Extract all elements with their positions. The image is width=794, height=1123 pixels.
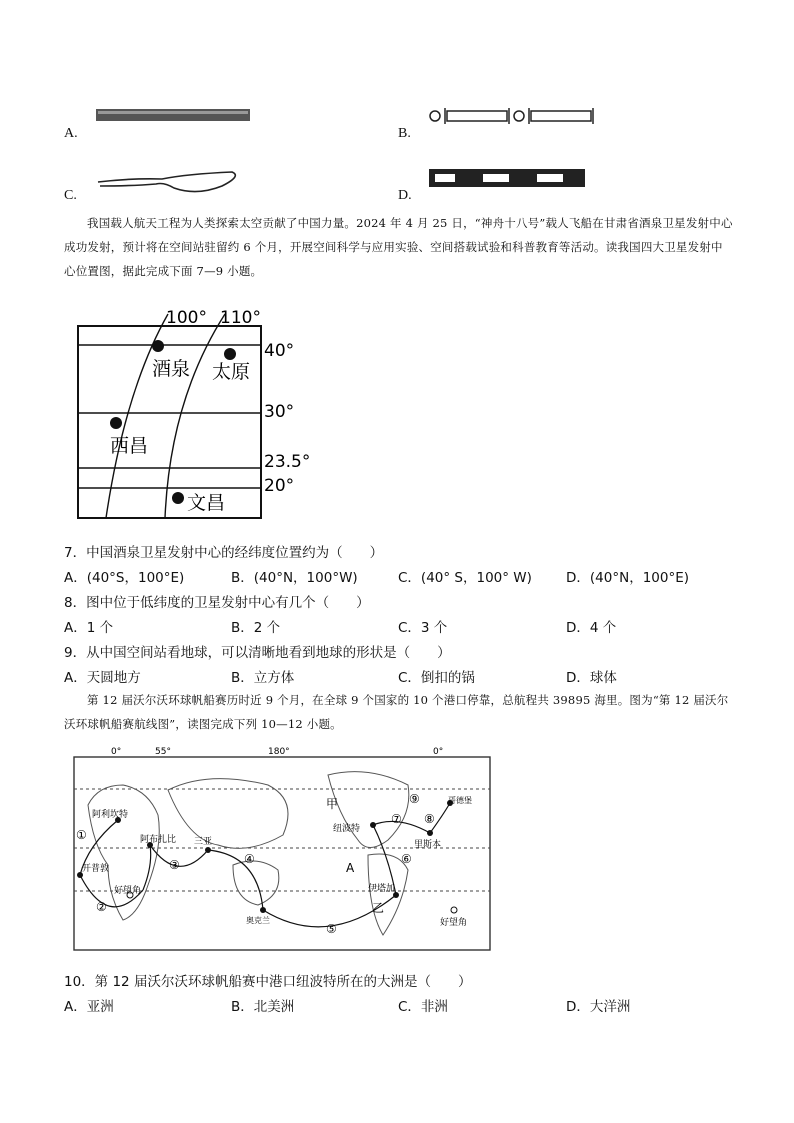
q9-option-d[interactable]: D．球体 — [566, 670, 617, 686]
question-10-stem: 10．第 12 届沃尔沃环球帆船赛中港口纽波特所在的大洲是（ ） — [64, 974, 472, 990]
q7-option-b[interactable]: B．(40°N，100°W) — [231, 570, 358, 586]
q10-option-d[interactable]: D．大洋洲 — [566, 999, 631, 1015]
leg-1: ① — [76, 828, 87, 842]
port-itajai: 伊塔加 — [368, 884, 396, 894]
option-a-label: A. — [64, 126, 78, 141]
option-d-label: D. — [398, 188, 412, 203]
lat-label-23-5: 23.5° — [264, 452, 311, 472]
lat-label-30: 30° — [264, 402, 295, 422]
q7-option-d[interactable]: D．(40°N，100°E) — [566, 570, 690, 586]
site-dot-xichang — [110, 417, 122, 429]
port-alicante: 阿利坎特 — [92, 810, 129, 820]
option-b-figure — [425, 104, 605, 128]
port-sanya: 三亚 — [194, 837, 213, 847]
option-d-figure — [425, 164, 590, 192]
site-xichang: 西昌 — [110, 435, 149, 457]
port-cape-town: 开普敦 — [82, 864, 110, 874]
site-dot-jiuquan — [152, 340, 164, 352]
q10-option-b[interactable]: B．北美洲 — [231, 999, 295, 1015]
q10-option-a[interactable]: A．亚洲 — [64, 999, 114, 1015]
option-a-figure — [92, 106, 257, 126]
leg-8: ⑧ — [424, 812, 435, 826]
race-route-map — [68, 745, 498, 955]
map2-lon-180: 180° — [268, 747, 290, 757]
q7-option-c[interactable]: C．(40° S，100° W) — [398, 570, 532, 586]
port-gothenburg: 哥德堡 — [448, 796, 472, 805]
lat-label-20: 20° — [264, 476, 295, 496]
site-dot-wenchang — [172, 492, 184, 504]
question-9-stem: 9．从中国空间站看地球，可以清晰地看到地球的形状是（ ） — [64, 645, 451, 661]
q9-option-a[interactable]: A．天圆地方 — [64, 670, 141, 686]
passage-space-launch: 我国载人航天工程为人类探索太空贡献了中国力量。2024 年 4 月 25 日，“神舟十八号”载人飞船在甘肃省酒泉卫星发射中心成功发射，预计将在空间站驻留约 6 个月，开展空间科学与应用实验、空间搭载试验和科普教育等活动。读我国四大卫星发射中心位置图，据此完成下面 7—9 小题。 — [64, 216, 733, 278]
q8-option-b[interactable]: B．2 个 — [231, 620, 281, 636]
option-c-label: C. — [64, 188, 77, 203]
lon-label-100: 100° — [166, 308, 207, 328]
lon-label-110: 110° — [220, 308, 261, 328]
site-jiuquan: 酒泉 — [152, 358, 191, 380]
leg-4: ④ — [244, 852, 255, 866]
leg-9: ⑨ — [409, 792, 420, 806]
site-taiyuan: 太原 — [212, 361, 251, 383]
lat-label-40: 40° — [264, 341, 295, 361]
port-newport: 纽波特 — [333, 824, 361, 834]
q9-option-c[interactable]: C．倒扣的锅 — [398, 670, 475, 686]
q8-option-c[interactable]: C．3 个 — [398, 620, 448, 636]
map2-lon-55: 55° — [155, 747, 171, 757]
option-b-label: B. — [398, 126, 411, 141]
q9-option-b[interactable]: B．立方体 — [231, 670, 295, 686]
leg-6: ⑥ — [401, 852, 412, 866]
port-cape-of-good-hope-left: 好望角 — [114, 886, 142, 896]
question-8-stem: 8．图中位于低纬度的卫星发射中心有几个（ ） — [64, 595, 370, 611]
q8-option-d[interactable]: D．4 个 — [566, 620, 617, 636]
passage-volvo-race: 第 12 届沃尔沃环球帆船赛历时近 9 个月，在全球 9 个国家的 10 个港口停靠，总航程共 39895 海里。图为“第 12 届沃尔沃环球帆船赛航线图”，读图完成下列 10—12 小题。 — [64, 693, 729, 731]
option-c-figure — [92, 164, 252, 198]
port-cape-of-good-hope-right: 好望角 — [440, 918, 468, 928]
q10-option-c[interactable]: C．非洲 — [398, 999, 448, 1015]
leg-7: ⑦ — [391, 812, 402, 826]
port-abu-dhabi: 阿布扎比 — [140, 835, 177, 845]
leg-2: ② — [96, 900, 107, 914]
q8-option-a[interactable]: A．1 个 — [64, 620, 114, 636]
port-auckland: 奥克兰 — [246, 916, 270, 925]
site-wenchang: 文昌 — [187, 492, 226, 514]
q7-option-a[interactable]: A．(40°S，100°E) — [64, 570, 185, 586]
leg-5: ⑤ — [326, 922, 337, 936]
marker-yi: 乙 — [372, 901, 385, 915]
marker-a: A — [346, 861, 355, 875]
port-lisbon: 里斯本 — [414, 840, 442, 850]
question-7-stem: 7．中国酒泉卫星发射中心的经纬度位置约为（ ） — [64, 545, 384, 561]
leg-3: ③ — [169, 858, 180, 872]
site-dot-taiyuan — [224, 348, 236, 360]
map2-lon-0: 0° — [111, 747, 122, 757]
launch-center-map — [70, 300, 320, 525]
map2-lon-0-right: 0° — [433, 747, 444, 757]
marker-jia: 甲 — [326, 797, 339, 811]
